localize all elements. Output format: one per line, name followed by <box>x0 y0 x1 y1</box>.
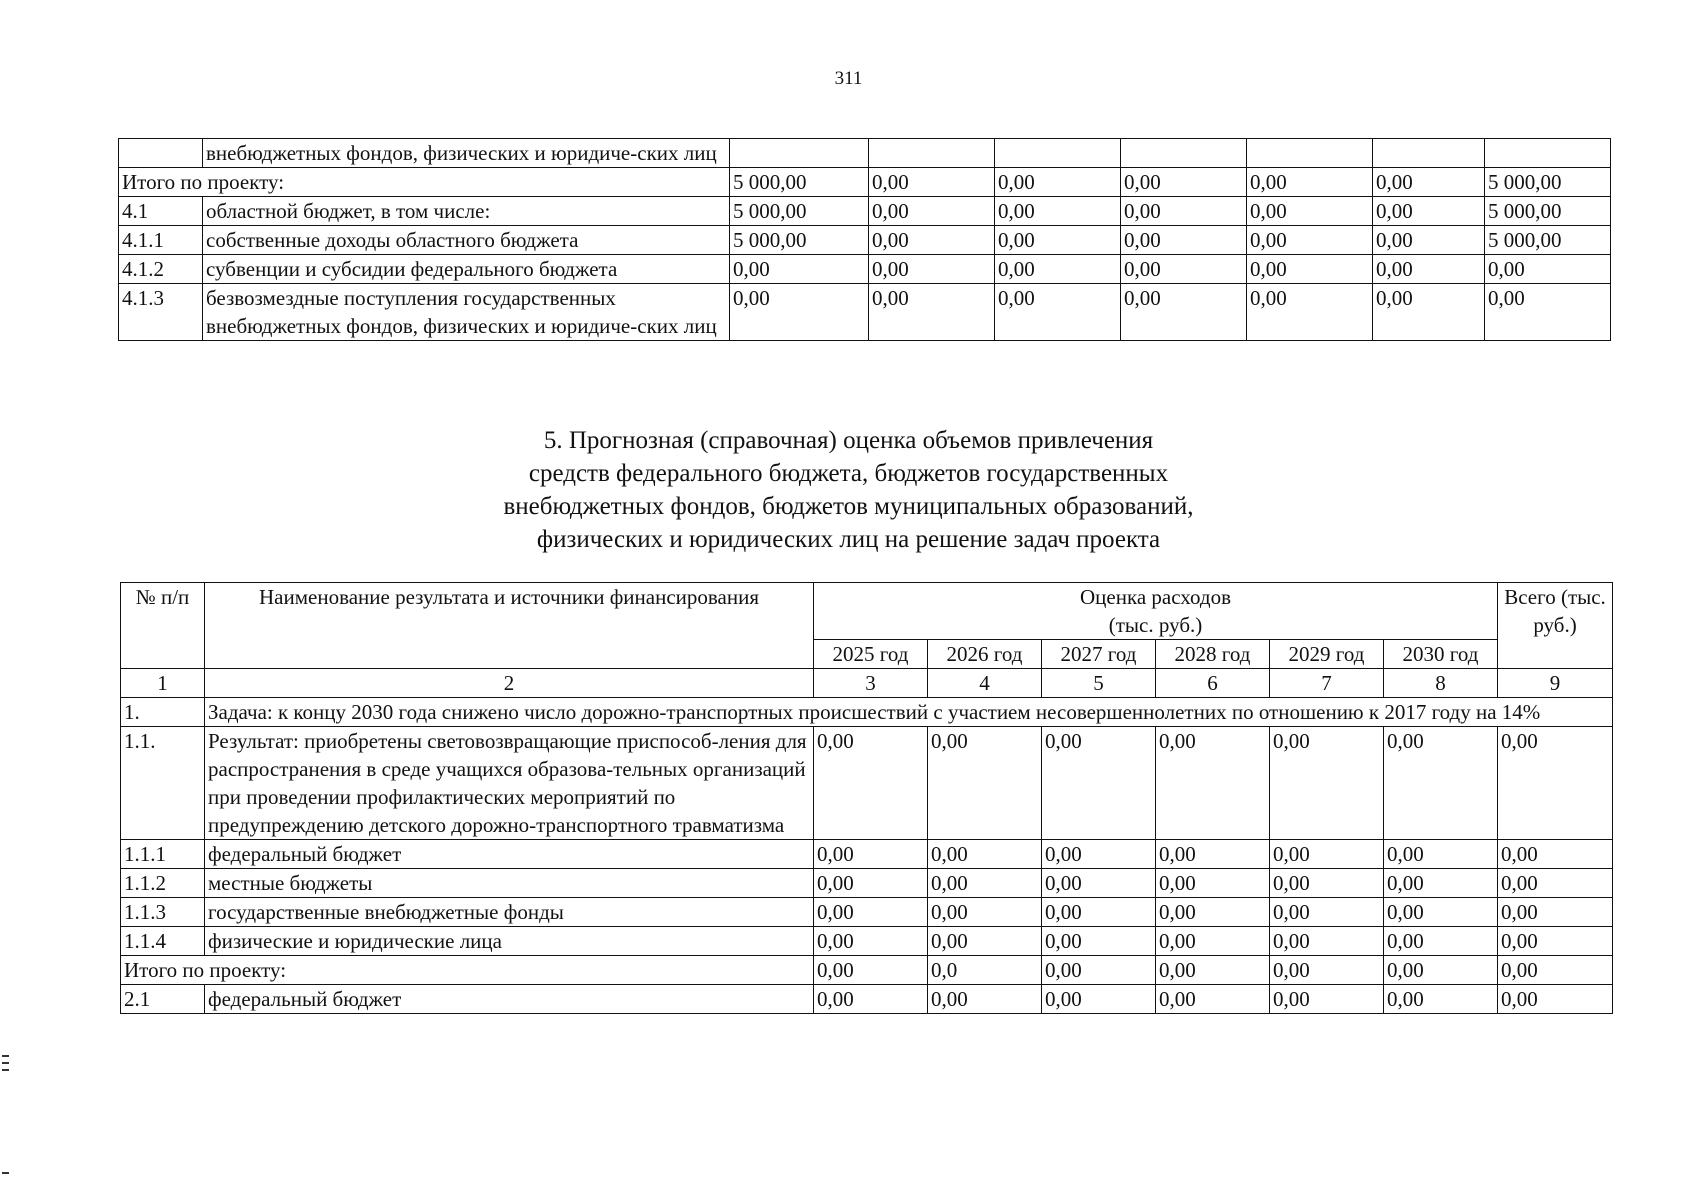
value-cell <box>1485 139 1611 168</box>
value-cell: 0,00 <box>814 898 928 927</box>
value-cell: 0,00 <box>1384 869 1498 898</box>
value-cell: 0,00 <box>869 197 995 226</box>
value-cell: 0,00 <box>1384 956 1498 985</box>
table-row <box>121 840 1613 869</box>
value-cell: 0,00 <box>1156 985 1270 1014</box>
value-cell: 0,00 <box>1373 197 1485 226</box>
value-cell: 0,00 <box>928 727 1042 840</box>
value-cell: 0,00 <box>869 168 995 197</box>
value-cell: 0,00 <box>1156 869 1270 898</box>
financing-table-bottom <box>120 582 1613 1014</box>
column-number: 5 <box>1042 669 1156 698</box>
row-name: безвозмездные поступления государственных внебюджетных фондов, физических и юридиче-ских лиц <box>203 284 730 341</box>
value-cell: 0,00 <box>1042 727 1156 840</box>
heading-line-1: 5. Прогнозная (справочная) оценка объемов привлечения <box>543 427 1154 454</box>
table-row <box>119 255 1611 284</box>
column-number: 3 <box>814 669 928 698</box>
value-cell: 0,00 <box>1373 255 1485 284</box>
value-cell: 0,00 <box>1270 727 1384 840</box>
value-cell: 0,00 <box>928 985 1042 1014</box>
financing-table-top <box>118 138 1611 341</box>
value-cell: 0,00 <box>1498 985 1613 1014</box>
year-header: 2028 год <box>1156 640 1270 669</box>
value-cell: 0,00 <box>1247 284 1373 341</box>
value-cell: 5 000,00 <box>1485 168 1611 197</box>
table-row <box>119 168 1611 197</box>
row-number: 2.1 <box>121 985 205 1014</box>
row-name: внебюджетных фондов, физических и юридиче-ских лиц <box>203 139 730 168</box>
table-row <box>121 869 1613 898</box>
row-name: областной бюджет, в том числе: <box>203 197 730 226</box>
value-cell: 0,00 <box>1042 956 1156 985</box>
row-name: федеральный бюджет <box>205 985 814 1014</box>
value-cell: 0,00 <box>995 226 1121 255</box>
value-cell: 0,00 <box>1042 840 1156 869</box>
value-cell: 0,00 <box>1156 727 1270 840</box>
value-cell: 0,00 <box>1247 255 1373 284</box>
value-cell: 0,00 <box>1485 284 1611 341</box>
value-cell <box>869 139 995 168</box>
value-cell: 0,00 <box>1270 927 1384 956</box>
row-number: 4.1.2 <box>119 255 203 284</box>
row-name: собственные доходы областного бюджета <box>203 226 730 255</box>
value-cell: 0,00 <box>1156 956 1270 985</box>
value-cell <box>730 139 869 168</box>
value-cell: 5 000,00 <box>1485 197 1611 226</box>
value-cell: 0,00 <box>1498 927 1613 956</box>
row-name: государственные внебюджетные фонды <box>205 898 814 927</box>
page-number: 311 <box>834 68 863 89</box>
table-row <box>119 226 1611 255</box>
value-cell: 0,00 <box>928 840 1042 869</box>
column-number: 9 <box>1498 669 1613 698</box>
value-cell: 0,00 <box>814 869 928 898</box>
value-cell: 0,0 <box>928 956 1042 985</box>
table-row <box>119 139 1611 168</box>
header-estimate-unit: (тыс. руб.) <box>1108 613 1203 637</box>
value-cell <box>1373 139 1485 168</box>
header-name: Наименование результата и источники финансирования <box>205 583 814 669</box>
value-cell: 0,00 <box>1121 168 1247 197</box>
header-row-1 <box>121 583 1613 640</box>
row-number: 1.1.4 <box>121 927 205 956</box>
value-cell: 0,00 <box>1121 284 1247 341</box>
value-cell: 0,00 <box>1121 197 1247 226</box>
value-cell: 0,00 <box>1121 255 1247 284</box>
table-row <box>119 197 1611 226</box>
value-cell: 0,00 <box>1247 226 1373 255</box>
value-cell: 0,00 <box>1156 927 1270 956</box>
column-number: 2 <box>205 669 814 698</box>
value-cell: 5 000,00 <box>730 168 869 197</box>
value-cell: 0,00 <box>1247 168 1373 197</box>
row-number <box>119 139 203 168</box>
row-number: 1.1.1 <box>121 840 205 869</box>
value-cell: 0,00 <box>1270 898 1384 927</box>
value-cell: 0,00 <box>1121 226 1247 255</box>
value-cell: 0,00 <box>1270 840 1384 869</box>
value-cell: 0,00 <box>814 840 928 869</box>
value-cell: 0,00 <box>1156 840 1270 869</box>
value-cell: 0,00 <box>814 927 928 956</box>
column-number: 6 <box>1156 669 1270 698</box>
value-cell: 0,00 <box>1042 927 1156 956</box>
table-row <box>121 927 1613 956</box>
header-estimate <box>814 583 1498 640</box>
heading-line-3: внебюджетных фондов, бюджетов муниципальных образований, <box>503 493 1194 520</box>
task-text: Задача: к концу 2030 года снижено число дорожно-транспортных происшествий с участием несовершеннолетних по отношению к 2017 году на 14% <box>205 698 1613 727</box>
value-cell: 0,00 <box>1384 840 1498 869</box>
value-cell: 0,00 <box>1384 727 1498 840</box>
value-cell <box>1121 139 1247 168</box>
table-row <box>121 956 1613 985</box>
year-header: 2026 год <box>928 640 1042 669</box>
table-row <box>119 284 1611 341</box>
section-heading <box>0 424 1697 556</box>
row-name: субвенции и субсидии федерального бюджета <box>203 255 730 284</box>
value-cell: 0,00 <box>1042 898 1156 927</box>
row-number: 4.1 <box>119 197 203 226</box>
value-cell: 0,00 <box>814 985 928 1014</box>
value-cell: 0,00 <box>1384 985 1498 1014</box>
row-number: 1.1.2 <box>121 869 205 898</box>
value-cell: 0,00 <box>730 255 869 284</box>
value-cell: 0,00 <box>1498 869 1613 898</box>
row-number: 1.1.3 <box>121 898 205 927</box>
value-cell: 0,00 <box>1042 869 1156 898</box>
value-cell: 0,00 <box>928 927 1042 956</box>
value-cell: 0,00 <box>1498 840 1613 869</box>
value-cell: 0,00 <box>869 226 995 255</box>
year-header: 2030 год <box>1384 640 1498 669</box>
margin-marks <box>2 1055 10 1076</box>
value-cell <box>1247 139 1373 168</box>
row-name: федеральный бюджет <box>205 840 814 869</box>
heading-line-2: средств федерального бюджета, бюджетов государственных <box>528 460 1169 487</box>
row-name: Результат: приобретены световозвращающие приспособ-ления для распространения в среде учащихся образова-тельных организаций при проведении профилактических мероприятий по предупреждению детского дорожно-транспортного травматизма <box>205 727 814 840</box>
value-cell: 0,00 <box>995 284 1121 341</box>
task-row <box>121 698 1613 727</box>
value-cell: 0,00 <box>1373 168 1485 197</box>
row-number: 1.1. <box>121 727 205 840</box>
column-number: 4 <box>928 669 1042 698</box>
value-cell: 0,00 <box>1485 255 1611 284</box>
value-cell: 0,00 <box>1498 898 1613 927</box>
header-estimate-label: Оценка расходов <box>1080 585 1231 609</box>
value-cell: 0,00 <box>995 255 1121 284</box>
value-cell: 0,00 <box>814 727 928 840</box>
table-row <box>121 985 1613 1014</box>
value-cell: 5 000,00 <box>1485 226 1611 255</box>
value-cell: 0,00 <box>730 284 869 341</box>
value-cell: 0,00 <box>1373 284 1485 341</box>
value-cell: 0,00 <box>814 956 928 985</box>
value-cell: 5 000,00 <box>730 226 869 255</box>
value-cell: 0,00 <box>928 869 1042 898</box>
row-label: Итого по проекту: <box>121 956 814 985</box>
heading-line-4: физических и юридических лиц на решение задач проекта <box>536 526 1161 553</box>
value-cell: 0,00 <box>995 168 1121 197</box>
header-num: № п/п <box>121 583 205 669</box>
task-num: 1. <box>121 698 205 727</box>
row-number: 4.1.3 <box>119 284 203 341</box>
row-name: физические и юридические лица <box>205 927 814 956</box>
value-cell: 0,00 <box>1042 985 1156 1014</box>
table-row <box>121 727 1613 840</box>
value-cell: 0,00 <box>928 898 1042 927</box>
row-label: Итого по проекту: <box>119 168 730 197</box>
value-cell: 0,00 <box>1498 727 1613 840</box>
value-cell: 0,00 <box>1270 956 1384 985</box>
value-cell: 0,00 <box>1384 927 1498 956</box>
value-cell: 0,00 <box>1373 226 1485 255</box>
value-cell: 0,00 <box>1247 197 1373 226</box>
value-cell: 0,00 <box>869 284 995 341</box>
value-cell: 0,00 <box>1384 898 1498 927</box>
year-header: 2027 год <box>1042 640 1156 669</box>
column-number: 8 <box>1384 669 1498 698</box>
margin-dash <box>2 1172 9 1174</box>
value-cell: 0,00 <box>1270 985 1384 1014</box>
value-cell: 0,00 <box>1270 869 1384 898</box>
year-header: 2029 год <box>1270 640 1384 669</box>
value-cell: 0,00 <box>995 197 1121 226</box>
column-number: 7 <box>1270 669 1384 698</box>
table-row <box>121 898 1613 927</box>
value-cell: 0,00 <box>869 255 995 284</box>
value-cell: 0,00 <box>1156 898 1270 927</box>
year-header: 2025 год <box>814 640 928 669</box>
header-total: Всего (тыс. руб.) <box>1498 583 1613 669</box>
column-numbers-row <box>121 669 1613 698</box>
value-cell: 0,00 <box>1498 956 1613 985</box>
row-name: местные бюджеты <box>205 869 814 898</box>
value-cell: 5 000,00 <box>730 197 869 226</box>
column-number: 1 <box>121 669 205 698</box>
value-cell <box>995 139 1121 168</box>
row-number: 4.1.1 <box>119 226 203 255</box>
